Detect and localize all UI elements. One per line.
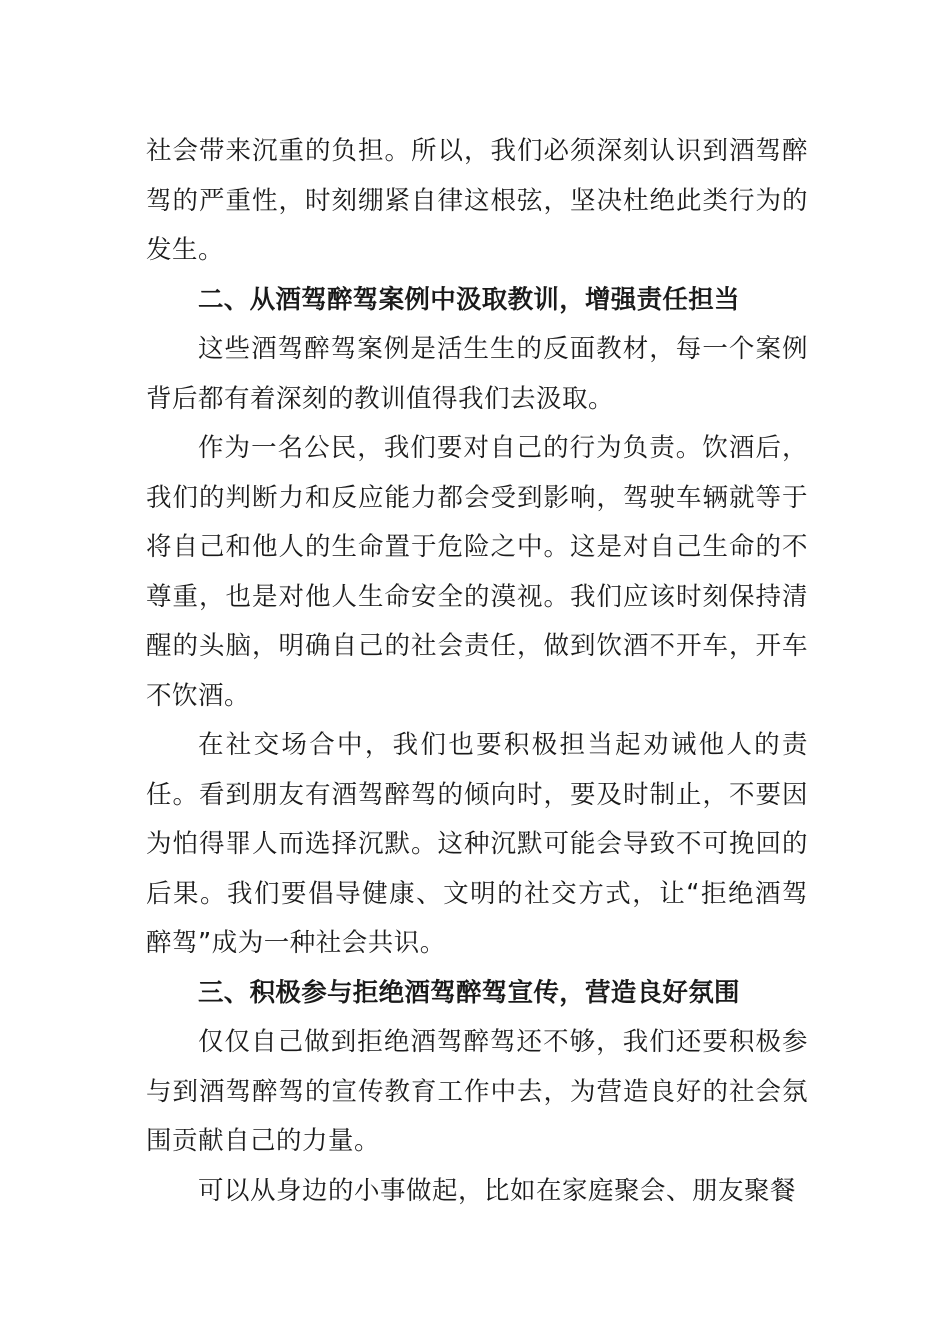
paragraph: 仅仅自己做到拒绝酒驾醉驾还不够，我们还要积极参与到酒驾醉驾的宣传教育工作中去，为营造良好的社会氛围贡献自己的力量。 bbox=[146, 1027, 808, 1156]
paragraph-continuation: 社会带来沉重的负担。所以，我们必须深刻认识到酒驾醉驾的严重性，时刻绷紧自律这根弦，坚决杜绝此类行为的发生。 bbox=[146, 136, 808, 265]
paragraph: 作为一名公民，我们要对自己的行为负责。饮酒后，我们的判断力和反应能力都会受到影响，驾驶车辆就等于将自己和他人的生命置于危险之中。这是对自己生命的不尊重，也是对他人生命安全的漠视。我们应该时刻保持清醒的头脑，明确自己的社会责任，做到饮酒不开车，开车不饮酒。 bbox=[146, 433, 808, 711]
section-heading-3: 三、积极参与拒绝酒驾醉驾宣传，营造良好氛围 bbox=[198, 977, 740, 1008]
document-body bbox=[146, 127, 808, 1216]
paragraph: 在社交场合中，我们也要积极担当起劝诫他人的责任。看到朋友有酒驾醉驾的倾向时，要及时制止，不要因为怕得罪人而选择沉默。这种沉默可能会导致不可挽回的后果。我们要倡导健康、文明的社交方式，让“拒绝酒驾醉驾”成为一种社会共识。 bbox=[146, 730, 808, 958]
section-heading-2: 二、从酒驾醉驾案例中汲取教训，增强责任担当 bbox=[198, 284, 740, 315]
paragraph: 这些酒驾醉驾案例是活生生的反面教材，每一个案例背后都有着深刻的教训值得我们去汲取。 bbox=[146, 334, 808, 414]
paragraph-truncated: 可以从身边的小事做起，比如在家庭聚会、朋友聚餐 bbox=[198, 1175, 797, 1206]
